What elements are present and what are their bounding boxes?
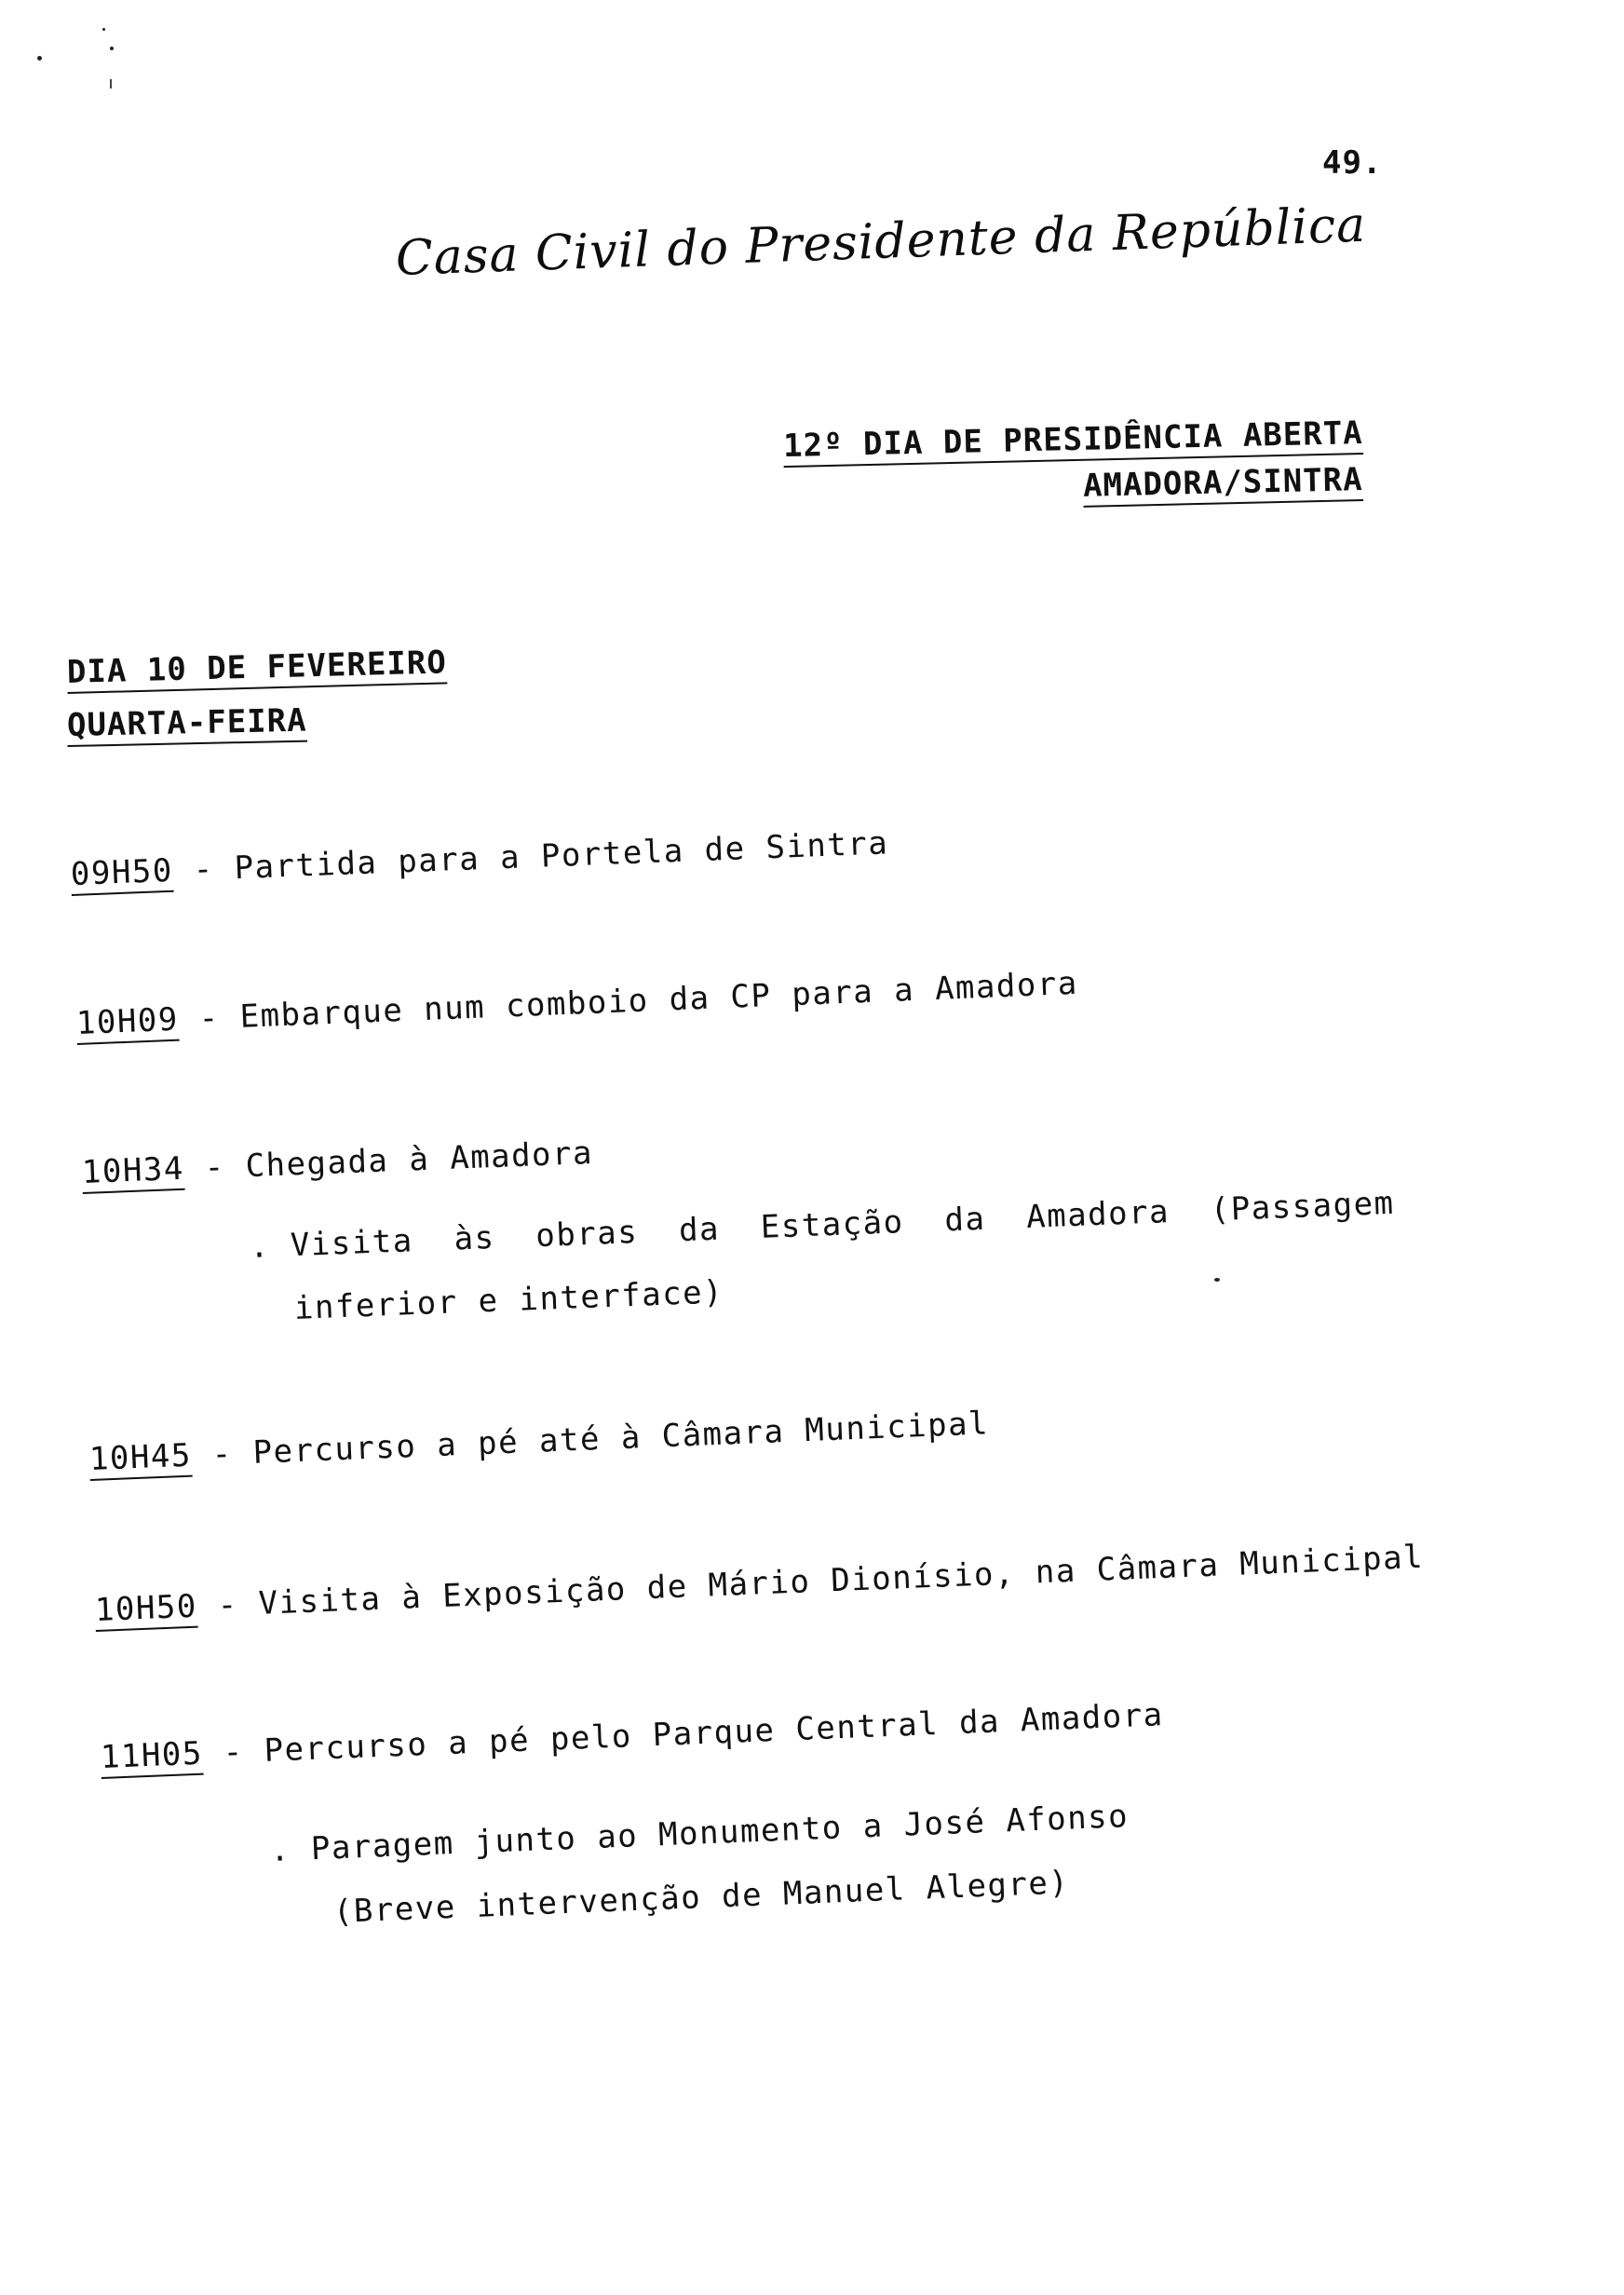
entry-time: 09H50	[70, 851, 174, 893]
entry-text: Chegada à Amadora	[244, 1134, 594, 1186]
heading-title: 12º DIA DE PRESIDÊNCIA ABERTA	[783, 414, 1364, 466]
entry-separator: -	[196, 1584, 260, 1625]
entry-time: 10H50	[94, 1587, 198, 1629]
entry-separator: -	[172, 849, 236, 889]
entry-text: Visita à Exposição de Mário Dionísio, na Câmara Municipal	[257, 1538, 1425, 1623]
schedule-entry	[94, 1538, 1425, 1629]
entry-text: Percurso a pé até à Câmara Municipal	[251, 1405, 990, 1472]
schedule-entry	[88, 1405, 990, 1478]
entry-time: 10H09	[75, 1000, 180, 1042]
schedule-entry	[81, 1134, 594, 1191]
entry-time: 10H34	[81, 1149, 185, 1191]
entry-detail-line	[249, 1184, 1396, 1266]
bullet: .	[249, 1228, 271, 1266]
entry-separator: -	[183, 1148, 247, 1188]
detail-text: Visita às obras da Estação da Amadora (Passagem	[290, 1184, 1396, 1265]
scan-speck	[102, 28, 105, 31]
schedule-entry	[100, 1696, 1165, 1776]
scan-speck	[110, 79, 112, 88]
schedule-entry	[75, 964, 1079, 1042]
entry-text: Embarque num comboio da CP para a Amadora	[238, 964, 1079, 1036]
scan-speck	[37, 56, 42, 61]
letterhead: Casa Civil do Presidente da República	[394, 197, 1368, 287]
detail-text: (Breve intervenção de Manuel Alegre)	[332, 1864, 1071, 1931]
date-weekday: QUARTA-FEIRA	[66, 701, 308, 744]
date-day: DIA 10 DE FEVEREIRO	[66, 644, 448, 691]
entry-text: Partida para a Portela de Sintra	[233, 824, 889, 888]
entry-text: Percurso a pé pelo Parque Central da Amadora	[263, 1696, 1165, 1770]
entry-separator: -	[190, 1433, 254, 1474]
detail-text: inferior e interface)	[293, 1273, 724, 1327]
entry-time: 11H05	[100, 1734, 204, 1776]
entry-detail-line	[293, 1273, 724, 1327]
entry-detail-line	[332, 1864, 1071, 1931]
schedule-entry	[70, 824, 889, 893]
bullet: .	[269, 1831, 291, 1869]
scan-speck	[1214, 1278, 1220, 1282]
heading-location: AMADORA/SINTRA	[1083, 461, 1364, 505]
entry-detail-line	[269, 1797, 1130, 1869]
entry-time: 10H45	[88, 1436, 193, 1478]
entry-separator: -	[201, 1731, 265, 1772]
detail-text: Paragem junto ao Monumento a José Afonso	[310, 1797, 1130, 1868]
scan-speck	[110, 47, 114, 50]
page-number: 49.	[1322, 144, 1383, 182]
entry-separator: -	[177, 998, 241, 1039]
